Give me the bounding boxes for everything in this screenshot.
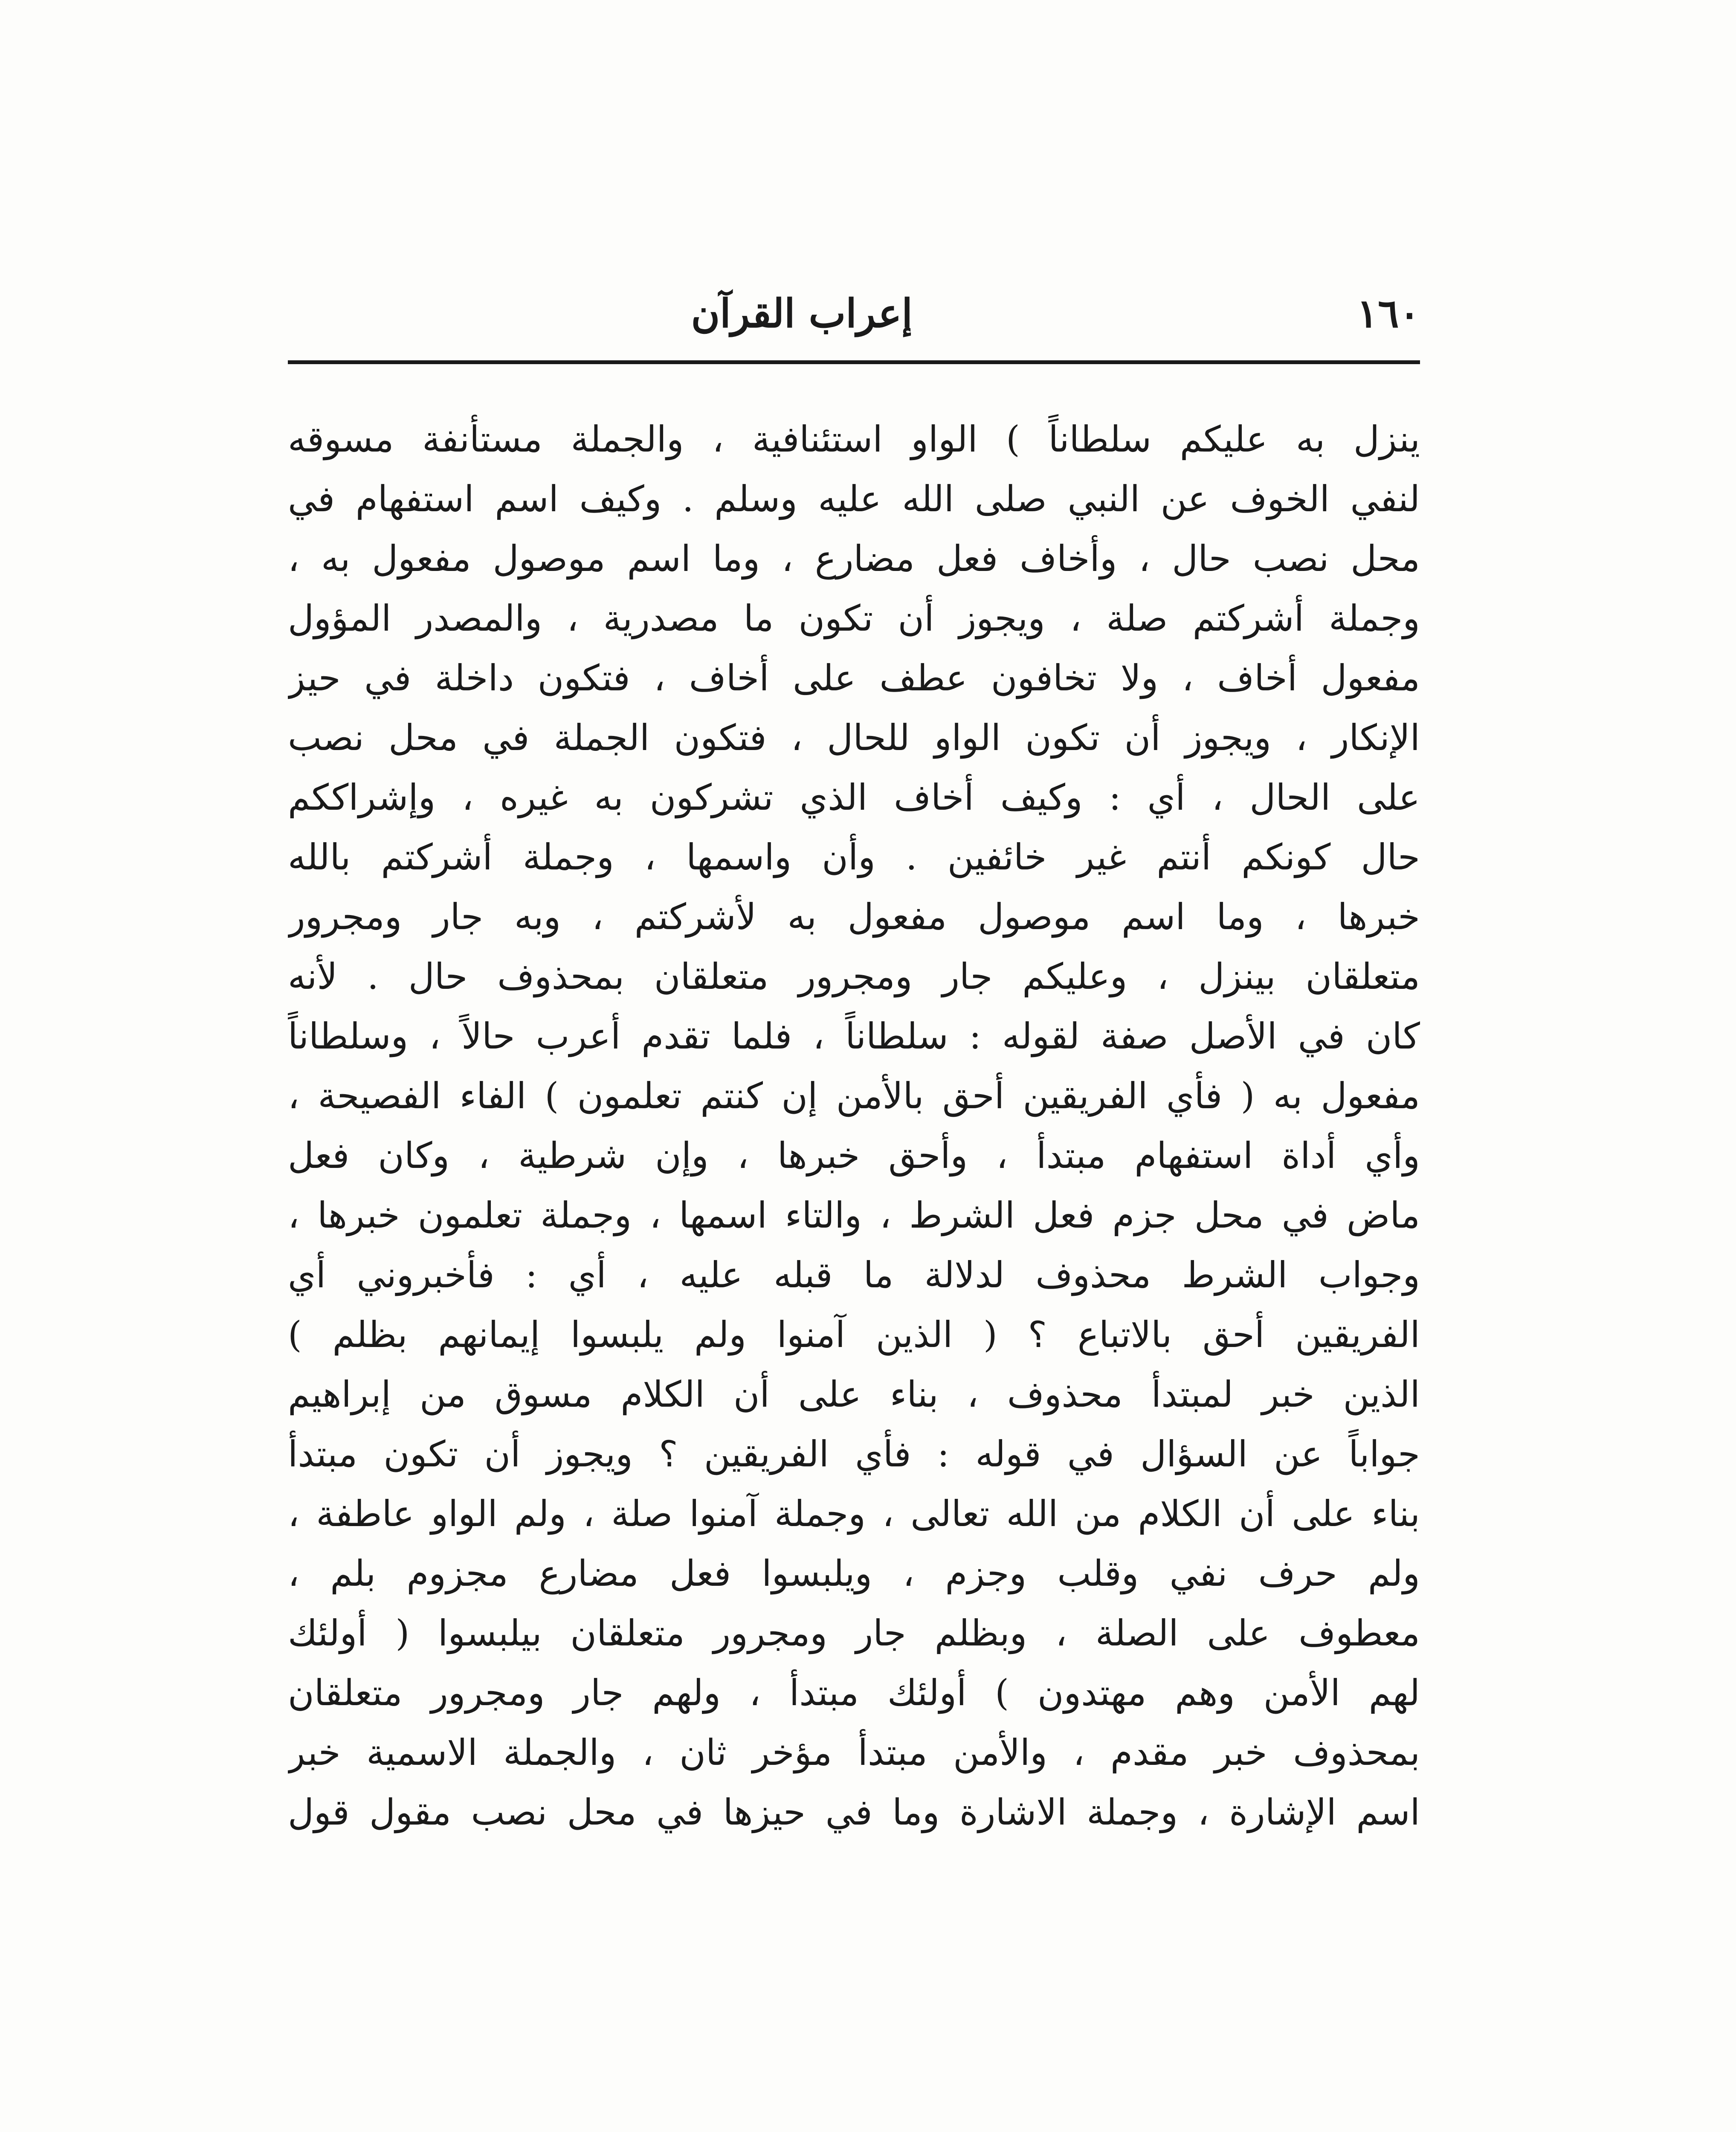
text-line: ينزل به عليكم سلطاناً ) الواو استئنافية ، والجملة مستأنفة مسوقه xyxy=(288,418,1420,460)
text-line: جواباً عن السؤال في قوله : فأي الفريقين ؟ ويجوز أن تكون مبتدأ xyxy=(288,1433,1420,1475)
text-line: ولم حرف نفي وقلب وجزم ، ويلبسوا فعل مضارع مجزوم بلم ، xyxy=(288,1553,1420,1594)
text-line: كان في الأصل صفة لقوله : سلطاناً ، فلما تقدم أعرب حالاً ، وسلطاناً xyxy=(288,1015,1420,1057)
text-line: خبرها ، وما اسم موصول مفعول به لأشركتم ، وبه جار ومجرور xyxy=(288,896,1420,938)
text-line: وأي أداة استفهام مبتدأ ، وأحق خبرها ، وإن شرطية ، وكان فعل xyxy=(288,1135,1420,1176)
page-header xyxy=(288,281,1420,345)
text-line: مفعول به ( فأي الفريقين أحق بالأمن إن كنتم تعلمون ) الفاء الفصيحة ، xyxy=(288,1075,1420,1117)
text-line: لنفي الخوف عن النبي صلى الله عليه وسلم . وكيف اسم استفهام في xyxy=(288,478,1420,520)
body-text xyxy=(288,409,1420,1842)
text-line: مفعول أخاف ، ولا تخافون عطف على أخاف ، فتكون داخلة في حيز xyxy=(288,657,1420,699)
page-number: ١٦٠ xyxy=(1356,290,1420,336)
text-line: بمحذوف خبر مقدم ، والأمن مبتدأ مؤخر ثان ، والجملة الاسمية خبر xyxy=(288,1732,1420,1773)
text-line: لهم الأمن وهم مهتدون ) أولئك مبتدأ ، ولهم جار ومجرور متعلقان xyxy=(288,1672,1420,1714)
text-line: الفريقين أحق بالاتباع ؟ ( الذين آمنوا ولم يلبسوا إيمانهم بظلم ) xyxy=(288,1314,1420,1356)
text-line: ماض في محل جزم فعل الشرط ، والتاء اسمها ، وجملة تعلمون خبرها ، xyxy=(288,1194,1420,1236)
text-line: معطوف على الصلة ، وبظلم جار ومجرور متعلقان بيلبسوا ( أولئك xyxy=(288,1612,1420,1654)
text-line: اسم الإشارة ، وجملة الاشارة وما في حيزها في محل نصب مقول قول xyxy=(288,1791,1420,1833)
text-line: متعلقان بينزل ، وعليكم جار ومجرور متعلقان بمحذوف حال . لأنه xyxy=(288,956,1420,997)
text-line: الإنكار ، ويجوز أن تكون الواو للحال ، فتكون الجملة في محل نصب xyxy=(288,717,1420,759)
text-line: الذين خبر لمبتدأ محذوف ، بناء على أن الكلام مسوق من إبراهيم xyxy=(288,1373,1420,1415)
text-line: حال كونكم أنتم غير خائفين . وأن واسمها ، وجملة أشركتم بالله xyxy=(288,836,1420,878)
text-line: بناء على أن الكلام من الله تعالى ، وجملة آمنوا صلة ، ولم الواو عاطفة ، xyxy=(288,1493,1420,1535)
text-line: محل نصب حال ، وأخاف فعل مضارع ، وما اسم موصول مفعول به ، xyxy=(288,538,1420,579)
header-rule xyxy=(288,360,1420,364)
text-line: وجملة أشركتم صلة ، ويجوز أن تكون ما مصدرية ، والمصدر المؤول xyxy=(288,597,1420,639)
running-title: إعراب القرآن xyxy=(691,290,913,336)
text-line: على الحال ، أي : وكيف أخاف الذي تشركون به غيره ، وإشراككم xyxy=(288,776,1420,818)
text-line: وجواب الشرط محذوف لدلالة ما قبله عليه ، أي : فأخبروني أي xyxy=(288,1254,1420,1296)
